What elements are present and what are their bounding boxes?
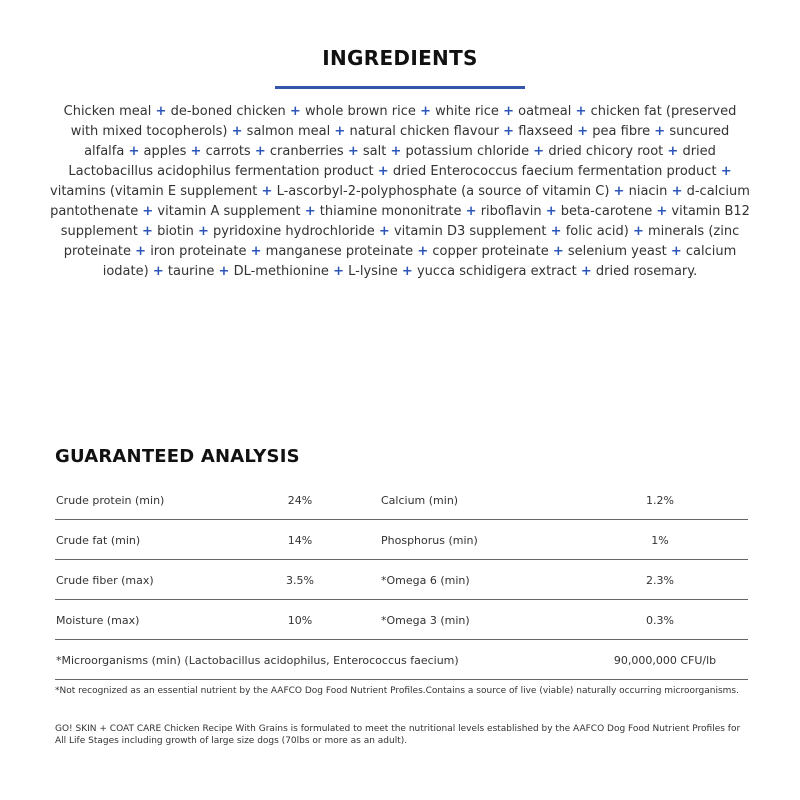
separator-plus: + bbox=[377, 164, 389, 179]
separator-plus: + bbox=[632, 224, 644, 239]
ingredient-item: chicken fat (preserved with mixed tocopherols) bbox=[70, 104, 737, 139]
ingredient-item: L-lysine bbox=[348, 264, 398, 279]
separator-plus: + bbox=[670, 244, 682, 259]
separator-plus: + bbox=[378, 224, 390, 239]
separator-plus: + bbox=[420, 104, 431, 119]
ingredient-item: carrots bbox=[205, 144, 251, 159]
separator-plus: + bbox=[667, 144, 679, 159]
separator-plus: + bbox=[304, 204, 316, 219]
ingredient-item: vitamins (vitamin E supplement bbox=[50, 184, 258, 199]
separator-plus: + bbox=[656, 204, 668, 219]
separator-plus: + bbox=[142, 204, 154, 219]
ingredient-item: yucca schidigera extract bbox=[416, 264, 577, 279]
ingredients-list bbox=[50, 102, 750, 282]
formulation-statement: GO! SKIN + COAT CARE Chicken Recipe With Grains is formulated to meet the nutritional levels established by the AAFCO Dog Food Nutrient Profiles for All Life Stages including growth of large size dogs (70lbs or more as an adult). bbox=[55, 724, 741, 746]
separator-plus: + bbox=[231, 124, 243, 139]
separator-plus: + bbox=[289, 104, 301, 119]
ingredient-item: flaxseed bbox=[518, 124, 574, 139]
separator-plus: + bbox=[135, 244, 147, 259]
separator-plus: + bbox=[417, 244, 429, 259]
ingredient-item: thiamine mononitrate bbox=[319, 204, 462, 219]
separator-plus: + bbox=[334, 124, 346, 139]
separator-plus: + bbox=[720, 164, 732, 179]
nutrient-name: Crude fat (min) bbox=[56, 534, 141, 547]
nutrient-name: *Microorganisms (min) (Lactobacillus acidophilus, Enterococcus faecium) bbox=[56, 654, 459, 667]
nutrient-value: 1% bbox=[651, 534, 669, 547]
ingredient-item: white rice bbox=[435, 104, 499, 119]
nutrient-name: Crude protein (min) bbox=[56, 494, 165, 507]
separator-plus: + bbox=[465, 204, 477, 219]
separator-plus: + bbox=[152, 264, 164, 279]
analysis-table bbox=[55, 480, 748, 680]
aafco-footnote: *Not recognized as an essential nutrient by the AAFCO Dog Food Nutrient Profiles.Contains a source of live (viable) naturally occurring microorganisms. bbox=[55, 686, 739, 696]
table-row bbox=[55, 600, 748, 640]
separator-plus: + bbox=[142, 224, 153, 239]
separator-plus: + bbox=[401, 264, 413, 279]
table-row bbox=[55, 520, 748, 560]
ingredient-item: selenium yeast bbox=[567, 244, 667, 259]
separator-plus: + bbox=[552, 244, 564, 259]
separator-plus: + bbox=[503, 104, 514, 119]
ingredient-item: L-ascorbyl-2-polyphosphate (a source of vitamin C) bbox=[276, 184, 610, 199]
separator-plus: + bbox=[155, 104, 167, 119]
ingredient-item: potassium chloride bbox=[405, 144, 530, 159]
ingredient-item: iron proteinate bbox=[150, 244, 247, 259]
ingredient-item: pea fibre bbox=[592, 124, 651, 139]
ingredient-item: beta-carotene bbox=[560, 204, 653, 219]
nutrient-value: 10% bbox=[287, 614, 313, 627]
separator-plus: + bbox=[550, 224, 562, 239]
separator-plus: + bbox=[218, 264, 230, 279]
ingredient-item: d-calcium pantothenate bbox=[50, 184, 750, 219]
separator-plus: + bbox=[575, 104, 587, 119]
ingredient-item: vitamin D3 supplement bbox=[393, 224, 547, 239]
nutrient-value: 3.5% bbox=[286, 574, 314, 587]
separator-plus: + bbox=[254, 144, 266, 159]
ingredient-item: salt bbox=[362, 144, 387, 159]
separator-plus: + bbox=[545, 204, 557, 219]
nutrient-name: Crude fiber (max) bbox=[56, 574, 154, 587]
ingredient-item: niacin bbox=[628, 184, 668, 199]
separator-plus: + bbox=[197, 224, 209, 239]
ingredients-heading: INGREDIENTS bbox=[322, 46, 478, 70]
ingredient-item: minerals (zinc proteinate bbox=[63, 224, 740, 259]
heading-underline bbox=[275, 86, 525, 89]
separator-plus: + bbox=[613, 184, 625, 199]
nutrient-value: 2.3% bbox=[646, 574, 674, 587]
ingredient-item: apples bbox=[143, 144, 187, 159]
ingredient-item: natural chicken flavour bbox=[349, 124, 500, 139]
separator-plus: + bbox=[654, 124, 666, 139]
ingredient-item: vitamin B12 supplement bbox=[60, 204, 750, 239]
separator-plus: + bbox=[577, 124, 589, 139]
ingredient-item: copper proteinate bbox=[432, 244, 549, 259]
table-row bbox=[55, 480, 748, 520]
ingredient-item: taurine bbox=[167, 264, 215, 279]
ingredient-item: DL-methionine bbox=[233, 264, 329, 279]
nutrient-name: *Omega 6 (min) bbox=[381, 574, 470, 587]
ingredient-item: riboflavin bbox=[480, 204, 542, 219]
separator-plus: + bbox=[671, 184, 683, 199]
ingredient-item: salmon meal bbox=[246, 124, 331, 139]
ingredient-item: whole brown rice bbox=[304, 104, 416, 119]
nutrient-name: Moisture (max) bbox=[56, 614, 140, 627]
ingredient-item: oatmeal bbox=[518, 104, 572, 119]
separator-plus: + bbox=[261, 184, 273, 199]
ingredient-item: folic acid) bbox=[565, 224, 629, 239]
nutrient-value: 0.3% bbox=[646, 614, 674, 627]
separator-plus: + bbox=[333, 264, 344, 279]
ingredient-item: calcium iodate) bbox=[102, 244, 737, 279]
ingredient-item: manganese proteinate bbox=[265, 244, 414, 259]
separator-plus: + bbox=[347, 144, 359, 159]
separator-plus: + bbox=[250, 244, 262, 259]
ingredient-item: suncured alfalfa bbox=[84, 124, 730, 159]
nutrient-name: Phosphorus (min) bbox=[381, 534, 478, 547]
guaranteed-analysis-heading: GUARANTEED ANALYSIS bbox=[55, 446, 300, 467]
table-row bbox=[55, 560, 748, 600]
separator-plus: + bbox=[190, 144, 202, 159]
separator-plus: + bbox=[533, 144, 545, 159]
table-row-microorganisms bbox=[55, 640, 748, 680]
ingredient-item: cranberries bbox=[269, 144, 344, 159]
separator-plus: + bbox=[390, 144, 402, 159]
ingredient-item: dried Enterococcus faecium fermentation product bbox=[392, 164, 717, 179]
ingredient-item: vitamin A supplement bbox=[157, 204, 301, 219]
ingredient-item: Chicken meal bbox=[63, 104, 152, 119]
separator-plus: + bbox=[128, 144, 140, 159]
nutrient-value: 1.2% bbox=[646, 494, 674, 507]
ingredient-item: pyridoxine hydrochloride bbox=[213, 224, 375, 239]
separator-plus: + bbox=[580, 264, 592, 279]
nutrient-name: *Omega 3 (min) bbox=[381, 614, 470, 627]
ingredient-item: biotin bbox=[157, 224, 194, 239]
nutrient-value: 14% bbox=[287, 534, 313, 547]
nutrient-value: 90,000,000 CFU/lb bbox=[613, 654, 717, 667]
separator-plus: + bbox=[503, 124, 515, 139]
nutrient-name: Calcium (min) bbox=[381, 494, 459, 507]
ingredient-item: dried chicory root bbox=[548, 144, 664, 159]
ingredient-item: de-boned chicken bbox=[170, 104, 286, 119]
nutrient-value: 24% bbox=[287, 494, 313, 507]
ingredient-item: dried rosemary. bbox=[595, 264, 698, 279]
ingredient-item: dried Lactobacillus acidophilus fermentation product bbox=[68, 144, 716, 179]
